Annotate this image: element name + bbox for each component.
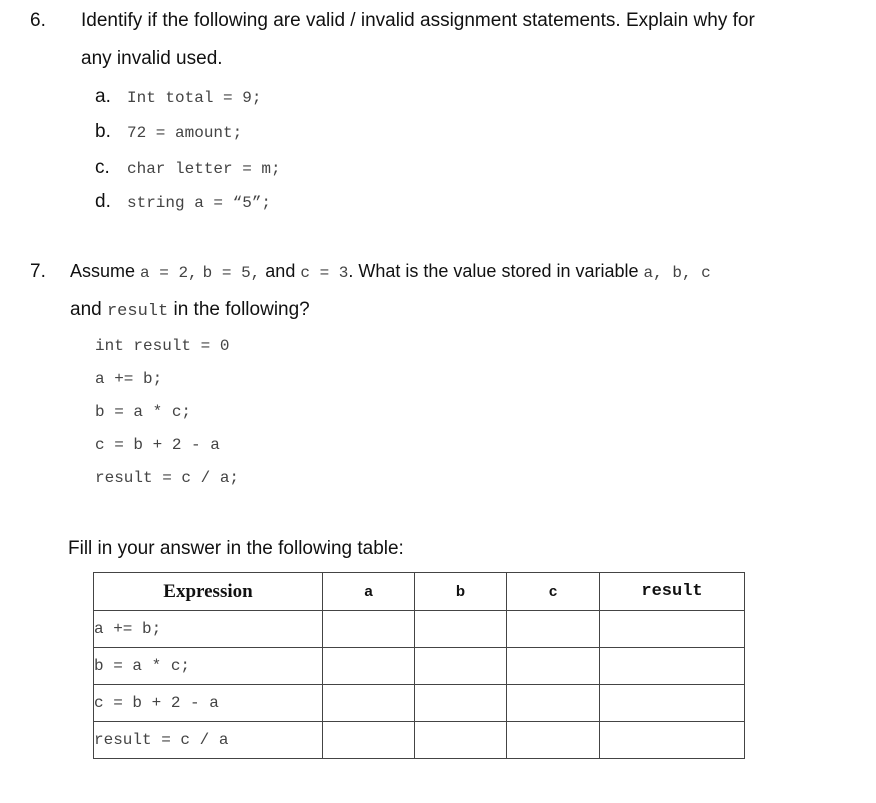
answer-cell-b[interactable] [415,685,507,722]
header-a: a [323,573,415,611]
answer-cell-b[interactable] [415,722,507,759]
q7-code-line-2: a += b; [95,370,163,388]
q7-code-line-1: int result = 0 [95,337,230,355]
header-b: b [415,573,507,611]
header-expression: Expression [94,573,323,611]
q7-text-line1 [70,261,711,282]
q6-item-code-c: char letter = m; [127,160,281,178]
row-expression: b = a * c; [94,648,323,685]
row-expression: a += b; [94,611,323,648]
answer-cell-b[interactable] [415,648,507,685]
answer-cell-a[interactable] [323,685,415,722]
q6-item-letter-a: a. [95,86,111,107]
answer-cell-result[interactable] [600,611,745,648]
answer-table [93,572,745,759]
q6-text-line1: Identify if the following are valid / invalid assignment statements. Explain why for [81,10,755,31]
q7-line2-tail: in the following? [173,299,310,320]
q7-vars-list: a, b, c [643,264,711,282]
answer-cell-c[interactable] [507,685,600,722]
row-expression: c = b + 2 - a [94,685,323,722]
answer-cell-b[interactable] [415,611,507,648]
q7-result-word: result [106,302,169,321]
table-row [94,648,745,685]
table-row [94,611,745,648]
q7-code-line-4: c = b + 2 - a [95,436,220,454]
q6-item-code-a: Int total = 9; [127,89,262,107]
q6-item-code-b: 72 = amount; [127,124,243,142]
q7-assume-word: Assume [70,261,136,281]
q6-item-letter-c: c. [95,157,110,178]
answer-cell-result[interactable] [600,722,745,759]
answer-cell-result[interactable] [600,685,745,722]
q6-item-letter-b: b. [95,121,111,142]
q7-line2-and: and [70,299,102,320]
q7-a-assign: a = 2, [140,264,198,282]
answer-cell-a[interactable] [323,722,415,759]
answer-cell-a[interactable] [323,648,415,685]
q7-code-line-3: b = a * c; [95,403,192,421]
table-row [94,685,745,722]
table-row [94,722,745,759]
q6-text-line2: any invalid used. [81,48,223,69]
answer-cell-c[interactable] [507,722,600,759]
answer-cell-c[interactable] [507,611,600,648]
header-result: result [600,573,745,611]
answer-cell-result[interactable] [600,648,745,685]
answer-cell-c[interactable] [507,648,600,685]
row-expression: result = c / a [94,722,323,759]
q7-and-word: and [265,261,296,281]
q7-text-line2 [70,299,310,321]
answer-cell-a[interactable] [323,611,415,648]
q6-number: 6. [30,10,46,31]
q7-question-text: . What is the value stored in variable [348,261,639,281]
q6-item-letter-d: d. [95,191,111,212]
header-c: c [507,573,600,611]
q7-code-line-5: result = c / a; [95,469,240,487]
q6-item-code-d: string a = “5”; [127,194,272,212]
q7-c-assign: c = 3 [300,264,349,282]
fill-in-label: Fill in your answer in the following table: [68,538,404,559]
q7-b-assign: b = 5, [202,264,261,282]
table-header-row [94,573,745,611]
q7-number: 7. [30,261,46,282]
